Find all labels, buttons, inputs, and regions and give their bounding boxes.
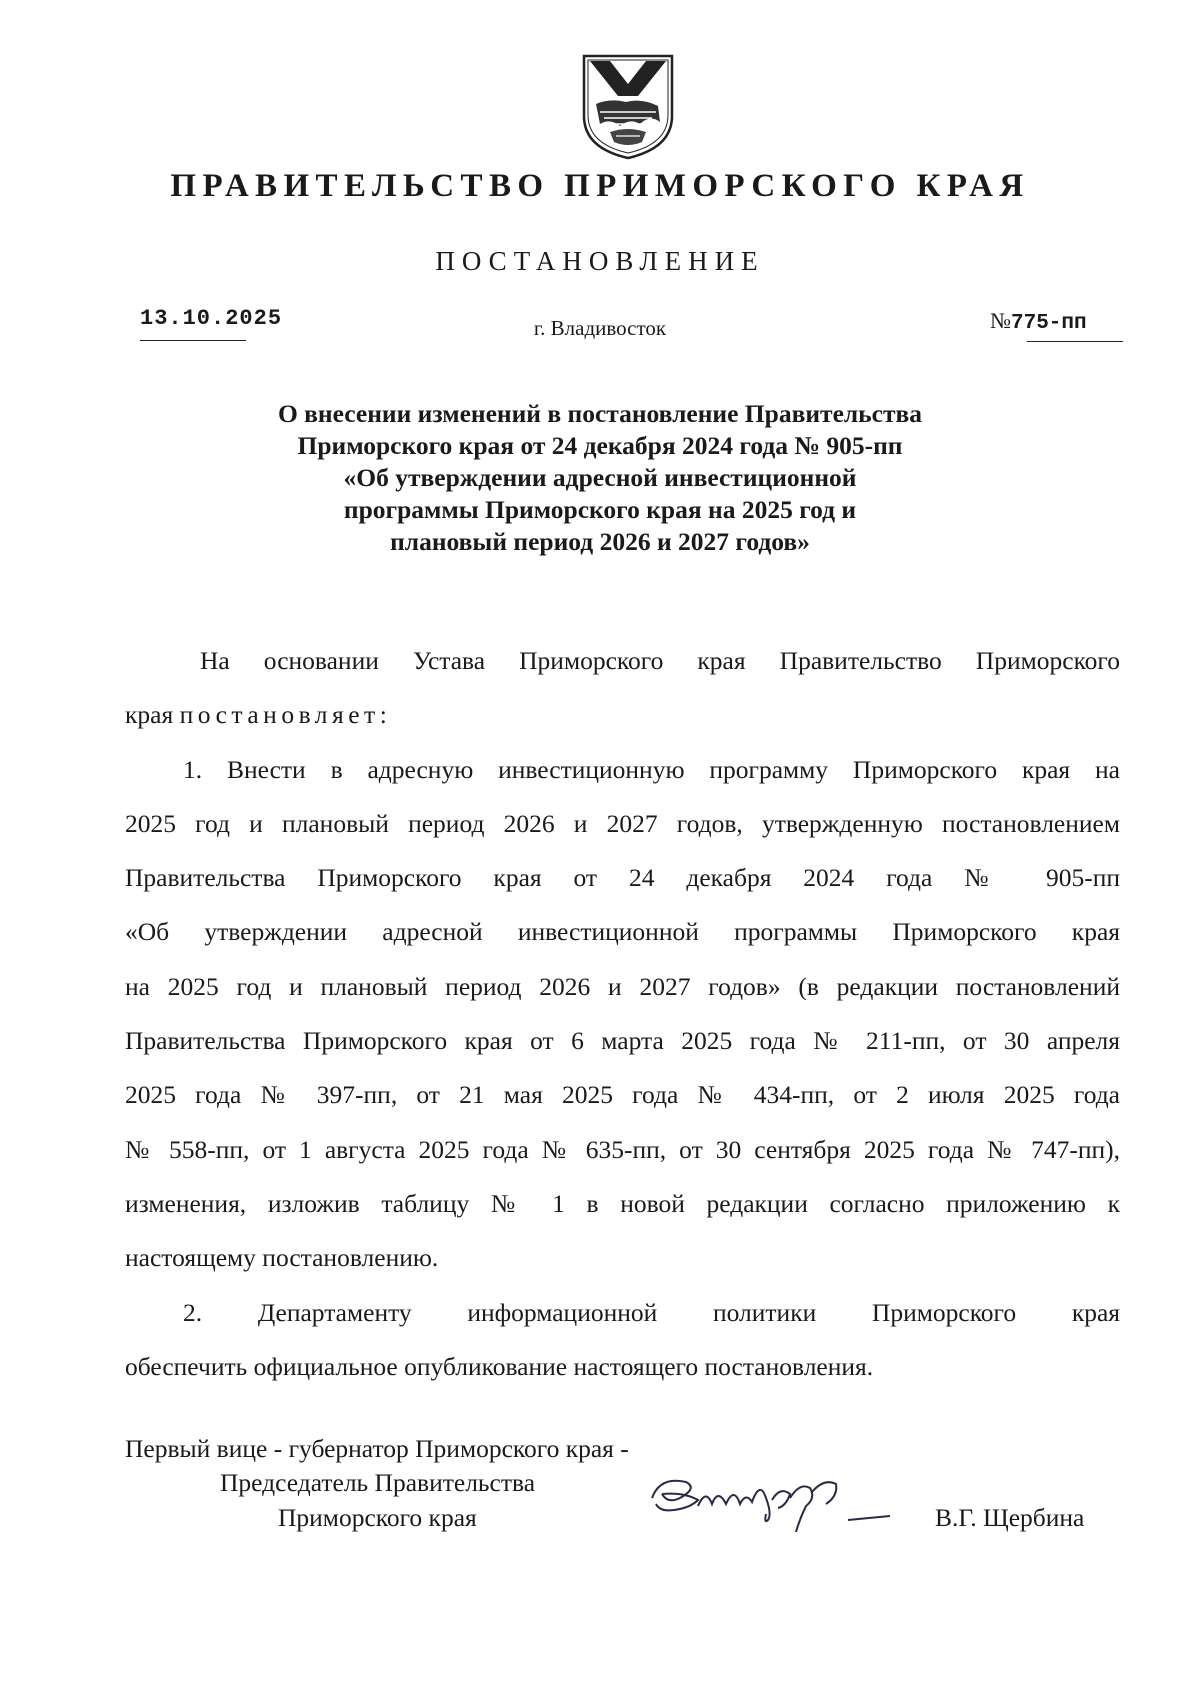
document-type: ПОСТАНОВЛЕНИЕ [435,246,765,276]
preamble-resolves: постановляет: [179,700,392,730]
document-heading [200,398,1000,558]
heading-line: «Об утверждении адресной инвестиционной [343,463,857,492]
document-city: г. Владивосток [533,316,667,340]
item1-line: «Об утверждении адресной инвестиционной программы Приморского края [125,917,1120,947]
signatory-position-line: Председатель Правительства [220,1468,536,1497]
preamble-line: На основании Устава Приморского края Правительство Приморского [200,646,1120,675]
item1-line: 2025 год и плановый период 2026 и 2027 годов, утвержденную постановлением [125,808,1120,838]
signatory-position-line: Первый вице - губернатор Приморского края - [125,1434,629,1463]
preamble-word: края [125,700,174,730]
heading-line: программы Приморского края на 2025 год и [343,495,857,524]
document-date: 13.10.2025 [140,306,283,331]
item1-line: Правительства Приморского края от 24 декабря 2024 года № 905-пп [125,863,1120,893]
document-body [125,634,1120,1394]
item1-line: настоящему постановлению. [125,1243,439,1273]
item1-line: 2025 года № 397-пп, от 21 мая 2025 года № 434-пп, от 2 июля 2025 года [125,1080,1120,1110]
signatory-position-line: Приморского края [278,1503,477,1532]
handwritten-signature [640,1458,910,1538]
heading-line: плановый период 2026 и 2027 годов» [390,527,810,556]
item2-line: обеспечить официальное опубликование настоящего постановления. [125,1351,874,1381]
preamble-line [125,688,1120,742]
number-value: 775-пп [1011,312,1087,335]
item1-line: на 2025 год и плановый период 2026 и 2027 годов» (в редакции постановлений [125,971,1120,1001]
number-prefix: № [990,308,1011,333]
item1-line: 1. Внести в адресную инвестиционную программу Приморского края на [183,754,1120,784]
item2-line: 2. Департаменту информационной политики Приморского края [183,1297,1120,1327]
heading-line: Приморского края от 24 декабря 2024 года № 905-пп [297,431,903,460]
number-underline [1027,341,1123,342]
heading-line: О внесении изменений в постановление Правительства [277,399,923,428]
document-number [990,308,1087,335]
item1-line: Правительства Приморского края от 6 марта 2025 года № 211-пп, от 30 апреля [125,1026,1120,1056]
government-title: ПРАВИТЕЛЬСТВО ПРИМОРСКОГО КРАЯ [170,168,1030,204]
item1-line: № 558-пп, от 1 августа 2025 года № 635-пп, от 30 сентября 2025 года № 747-пп), [125,1134,1120,1164]
signatory-name: В.Г. Щербина [935,1503,1085,1532]
item1-line: изменения, изложив таблицу № 1 в новой редакции согласно приложению к [125,1188,1120,1218]
coat-of-arms-emblem [580,52,676,160]
